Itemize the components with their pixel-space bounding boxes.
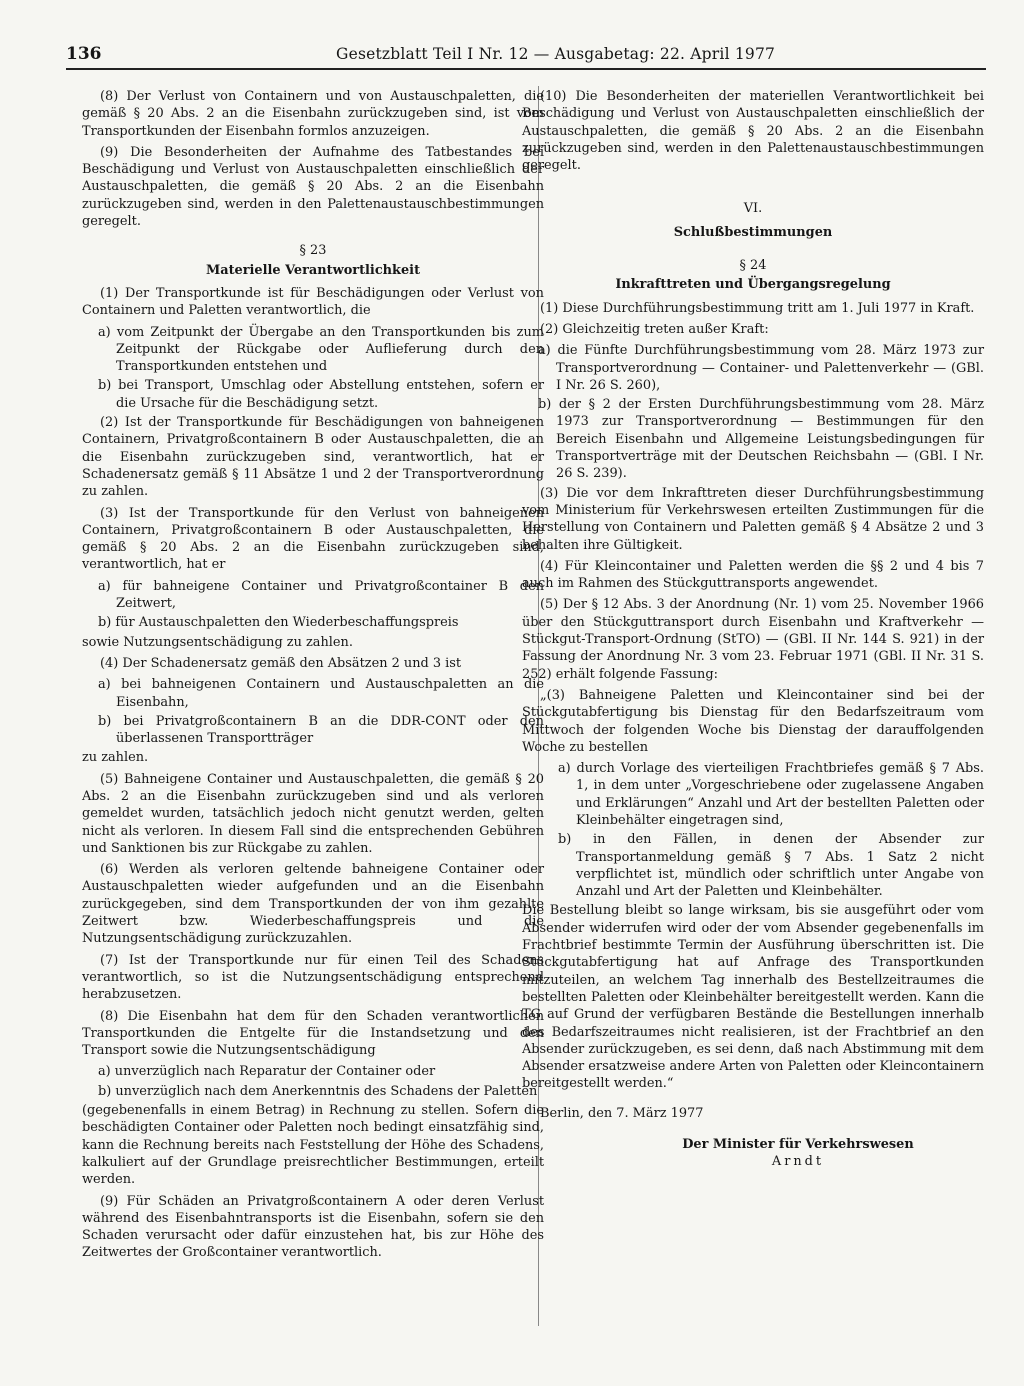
s23-1-item-a: a) vom Zeitpunkt der Übergabe an den Transportkunden bis zum Zeitpunkt der Rückgabe oder Auflieferung durch den Transportkunden entstehen und (98, 324, 544, 375)
s23-8-item-a: a) unverzüglich nach Reparatur der Container oder (98, 1064, 436, 1080)
s24-5-quoted-text: „(3) Bahneigene Paletten und Kleincontainer sind bei der Stückgutabfertigung bis Dienstag für den Bedarfszeitraum vom Mittwoch der folgenden Woche bis Dienstag der darauffolgenden Woche zu bestellen (522, 687, 984, 755)
s23-3-closing: sowie Nutzungsentschädigung zu zahlen. (82, 634, 353, 650)
right-column (522, 88, 984, 1175)
s24-paragraph-3: (3) Die vor dem Inkrafttreten dieser Durchführungsbestimmung vom Ministerium für Verkehrswesen erteilten Zustimmungen für die Herstellung von Containern und Paletten gemäß § 4 Absätze 2 und 3 behalten ihre Gültigkeit. (522, 485, 984, 553)
paragraph-8: (8) Der Verlust von Containern und von Austauschpaletten, die gemäß § 20 Abs. 2 an die Eisenbahn zurückzugeben sind, ist vom Transportkunden der Eisenbahn formlos anzuzeigen. (82, 89, 544, 139)
s23-paragraph-5: (5) Bahneigene Container und Austauschpaletten, die gemäß § 20 Abs. 2 an die Eisenbahn zurückzugeben sind und als verloren gemeldet wurden, tatsächlich jedoch nicht genutzt werden, gelten nicht als verloren. In diesem Fall sind die entsprechenden Gebühren und Sanktionen bis zur Rückgabe zu zahlen. (82, 771, 544, 856)
section-23-number: § 23 (299, 243, 327, 259)
running-head: Gesetzblatt Teil I Nr. 12 — Ausgabetag: 22. April 1977 (336, 45, 776, 63)
paragraph-10: (10) Die Besonderheiten der materiellen Verantwortlichkeit bei Beschädigung und Verlust von Austauschpaletten einschließlich der Austauschpaletten, die gemäß § 20 Abs. 2 an die Eisenbahn zurückzugeben sind, werden in den Palettenaustauschbestimmungen geregelt. (522, 89, 984, 174)
s24-2-item-b: b) der § 2 der Ersten Durchführungsbestimmung vom 28. März 1973 zur Transportverordnung — Bestimmungen für den Bereich Eisenbahn und Allgemeine Leistungsbedingungen für Transportverträge mit der Deutschen Reichsbahn — (GBl. I Nr. 26 S. 239). (538, 397, 984, 482)
section-24-title: Inkrafttreten und Übergangsregelung (615, 277, 891, 293)
chapter-number: VI. (743, 201, 763, 217)
s23-8-item-b: b) unverzüglich nach dem Anerkenntnis des Schadens der Paletten (98, 1083, 538, 1099)
paragraph-9: (9) Die Besonderheiten der Aufnahme des Tatbestandes bei Beschädigung und Verlust von Austauschpaletten einschließlich der Austauschpaletten, die gemäß § 20 Abs. 2 an die Eisenbahn zurückzugeben sind, werden in den Palettenaustauschbestimmungen geregelt. (82, 144, 544, 230)
section-23-title: Materielle Verantwortlichkeit (205, 262, 421, 278)
s24-paragraph-1: (1) Diese Durchführungsbestimmung tritt am 1. Juli 1977 in Kraft. (540, 300, 975, 316)
chapter-title: Schlußbestimmungen (673, 224, 833, 240)
s24-paragraph-5: (5) Der § 12 Abs. 3 der Anordnung (Nr. 1) vom 25. November 1966 über den Stückguttransport durch Eisenbahn und Kraftverkehr — Stückgut-Transport-Ordnung (StTO) — (GBl. II Nr. 144 S. 921) in der Fassung der Anordnung Nr. 3 vom 23. Februar 1971 (GBl. II Nr. 31 S. 252) erhält folgende Fassung: (522, 597, 984, 682)
signer-name: Arndt (771, 1154, 825, 1170)
signer-title: Der Minister für Verkehrswesen (682, 1137, 914, 1153)
s23-paragraph-7: (7) Ist der Transportkunde nur für einen Teil des Schadens verantwortlich, so ist die Nutzungsentschädigung entsprechend herabzusetzen. (82, 952, 544, 1003)
section-24-number: § 24 (739, 258, 767, 274)
s23-3-item-b: b) für Austauschpaletten den Wiederbeschaffungspreis (98, 615, 459, 631)
s24-5-quoted-closing: Die Bestellung bleibt so lange wirksam, bis sie ausgeführt oder vom Absender widerrufen wird oder der vom Absender gegebenenfalls im Frachtbrief bestimmte Termin der Ausführung überschritten ist. Die Stückgutabfertigung hat auf Anfrage des Transportkunden mitzuteilen, an welchem Tag innerhalb des Bestellzeitraumes die bestellten Paletten oder Kleinbehälter bereitgestellt werden. Kann die TG auf Grund der verfügbaren Bestände die Bestellungen innerhalb des Bedarfszeitraumes nicht realisieren, ist der Frachtbrief an den Absender zurückzugeben, es sei denn, daß nach Abstimmung mit dem Absender ersatzweise andere Arten von Paletten oder Kleincontainern bereitgestellt werden.“ (522, 903, 984, 1092)
s24-5-quoted-item-a: a) durch Vorlage des vierteiligen Frachtbriefes gemäß § 7 Abs. 1, in dem unter „Vorgeschriebene oder zugelassene Angaben und Erklärungen“ Anzahl und Art der bestellten Paletten oder Kleinbehälter eingetragen sind, (558, 761, 984, 828)
s23-paragraph-3: (3) Ist der Transportkunde für den Verlust von bahneigenen Containern, Privatgroßcontainern B oder Austauschpaletten, die gemäß § 20 Abs. 2 an die Eisenbahn zurückzugeben sind, verantwortlich, hat er (82, 505, 544, 573)
s23-paragraph-2: (2) Ist der Transportkunde für Beschädigungen von bahneigenen Containern, Privatgroßcontainern B oder Austauschpaletten, die an die Eisenbahn zurückzugeben sind, verantwortlich, hat er Schadenersatz gemäß § 11 Absätze 1 und 2 der Transportverordnung zu zahlen. (82, 415, 544, 500)
s23-3-item-a: a) für bahneigene Container und Privatgroßcontainer B den Zeitwert, (98, 578, 544, 612)
s24-paragraph-4: (4) Für Kleincontainer und Paletten werden die §§ 2 und 4 bis 7 auch im Rahmen des Stückguttransports angewendet. (522, 558, 984, 592)
place-date: Berlin, den 7. März 1977 (540, 1105, 704, 1121)
s24-paragraph-2: (2) Gleichzeitig treten außer Kraft: (540, 321, 769, 337)
s23-paragraph-6: (6) Werden als verloren geltende bahneigene Container oder Austauschpaletten wieder aufgefunden und an die Eisenbahn zurückgegeben, sind dem Transportkunden der von ihm gezahlte Zeitwert bzw. Wiederbeschaffungspreis und die Nutzungsentschädigung zurückzuzahlen. (82, 862, 544, 947)
s23-paragraph-8: (8) Die Eisenbahn hat dem für den Schaden verantwortlichen Transportkunden die Entgelte für die Instandsetzung und den Transport sowie die Nutzungsentschädigung (82, 1008, 544, 1059)
s23-4-item-a: a) bei bahneigenen Containern und Austauschpaletten an die Eisenbahn, (98, 677, 544, 710)
left-column (82, 88, 544, 1266)
s24-5-quoted-item-b: b) in den Fällen, in denen der Absender zur Transportanmeldung gemäß § 7 Abs. 1 Satz 2 nicht verpflichtet ist, mündlich oder schriftlich unter Angabe von Anzahl und Art der Paletten und Kleinbehälter. (558, 832, 984, 900)
s23-4-closing: zu zahlen. (82, 750, 149, 766)
s23-1-item-b: b) bei Transport, Umschlag oder Abstellung entstehen, sofern er die Ursache für die Beschädigung setzt. (98, 378, 544, 411)
s23-paragraph-9: (9) Für Schäden an Privatgroßcontainern A oder deren Verlust während des Eisenbahntransports ist die Eisenbahn, sofern sie den Schaden verursacht oder dafür einzustehen hat, bis zur Höhe des Zeitwertes der Großcontainer verantwortlich. (82, 1193, 544, 1261)
s23-paragraph-1: (1) Der Transportkunde ist für Beschädigungen oder Verlust von Containern und Paletten verantwortlich, die (82, 285, 544, 319)
s23-paragraph-4: (4) Der Schadenersatz gemäß den Absätzen 2 und 3 ist (100, 655, 462, 671)
page-number: 136 (66, 44, 102, 64)
s23-8-closing: (gegebenenfalls in einem Betrag) in Rechnung zu stellen. Sofern die beschädigten Container oder Paletten noch bedingt einsatzfähig sind, kann die Rechnung bereits nach Feststellung der Höhe des Schadens, kalkuliert auf der Grundlage preisrechtlicher Bestimmungen, erteilt werden. (82, 1103, 544, 1188)
s24-2-item-a: a) die Fünfte Durchführungsbestimmung vom 28. März 1973 zur Transportverordnung — Container- und Palettenverkehr — (GBl. I Nr. 26 S. 260), (538, 343, 984, 393)
s23-4-item-b: b) bei Privatgroßcontainern B an die DDR-CONT oder den überlassenen Transportträger (98, 713, 544, 747)
page-header (66, 44, 986, 70)
